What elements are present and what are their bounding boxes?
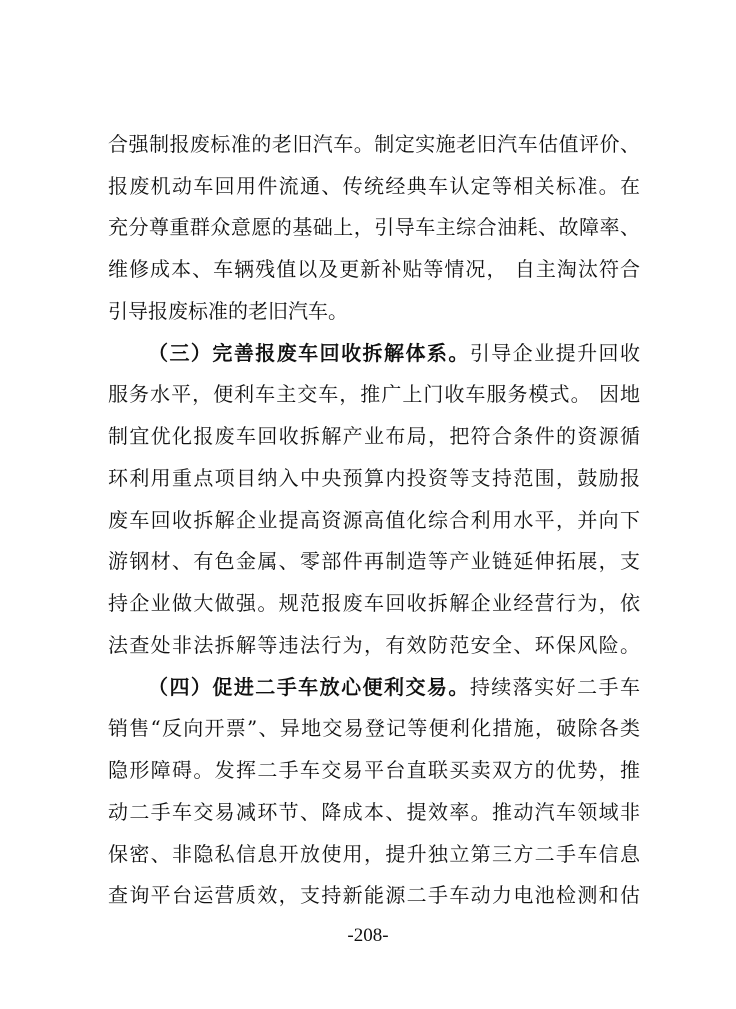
page-number: -208- <box>347 925 389 946</box>
body-text-line: 充分尊重群众意愿的基础上，引导车主综合油耗、故障率、 <box>108 215 640 239</box>
body-text-line: 环利用重点项目纳入中央预算内投资等支持范围，鼓励报 <box>108 466 640 490</box>
body-text-line: 游钢材、有色金属、零部件再制造等产业链延伸拓展，支 <box>108 549 640 573</box>
section-heading-line <box>148 669 640 705</box>
body-text-line: 维修成本、车辆残值以及更新补贴等情况， 自主淘汰符合 <box>108 257 640 281</box>
body-text-line: 服务水平，便利车主交车，推广上门收车服务模式。 因地 <box>108 382 640 406</box>
section-heading-line <box>148 335 640 371</box>
body-text-line: 引导报废标准的老旧汽车。 <box>108 299 348 323</box>
body-text-line: 动二手车交易减环节、降成本、提效率。推动汽车领域非 <box>108 800 640 824</box>
body-text-line: 保密、非隐私信息开放使用，提升独立第三方二手车信息 <box>108 842 640 866</box>
body-text-line: 制宜优化报废车回收拆解产业布局，把符合条件的资源循 <box>108 424 640 448</box>
body-text-line: 持企业做大做强。规范报废车回收拆解企业经营行为，依 <box>108 591 640 615</box>
section-heading: （四）促进二手车放心便利交易。 <box>148 675 470 699</box>
body-text-line: 报废机动车回用件流通、传统经典车认定等相关标准。在 <box>108 174 640 198</box>
body-text-line: 销售“反向开票”、异地交易登记等便利化措施，破除各类 <box>108 716 640 740</box>
body-text: 引导企业提升回收 <box>469 341 641 365</box>
body-text: 持续落实好二手车 <box>469 675 641 699</box>
body-text-line: 废车回收拆解企业提高资源高值化综合利用水平，并向下 <box>108 508 640 532</box>
body-text-line: 隐形障碍。发挥二手车交易平台直联买卖双方的优势，推 <box>108 758 640 782</box>
body-text-line: 查询平台运营质效，支持新能源二手车动力电池检测和估 <box>108 883 640 907</box>
body-text-line: 合强制报废标准的老旧汽车。制定实施老旧汽车估值评价、 <box>108 132 640 156</box>
body-text-line: 法查处非法拆解等违法行为，有效防范安全、环保风险。 <box>108 633 640 657</box>
section-heading: （三）完善报废车回收拆解体系。 <box>148 341 470 365</box>
